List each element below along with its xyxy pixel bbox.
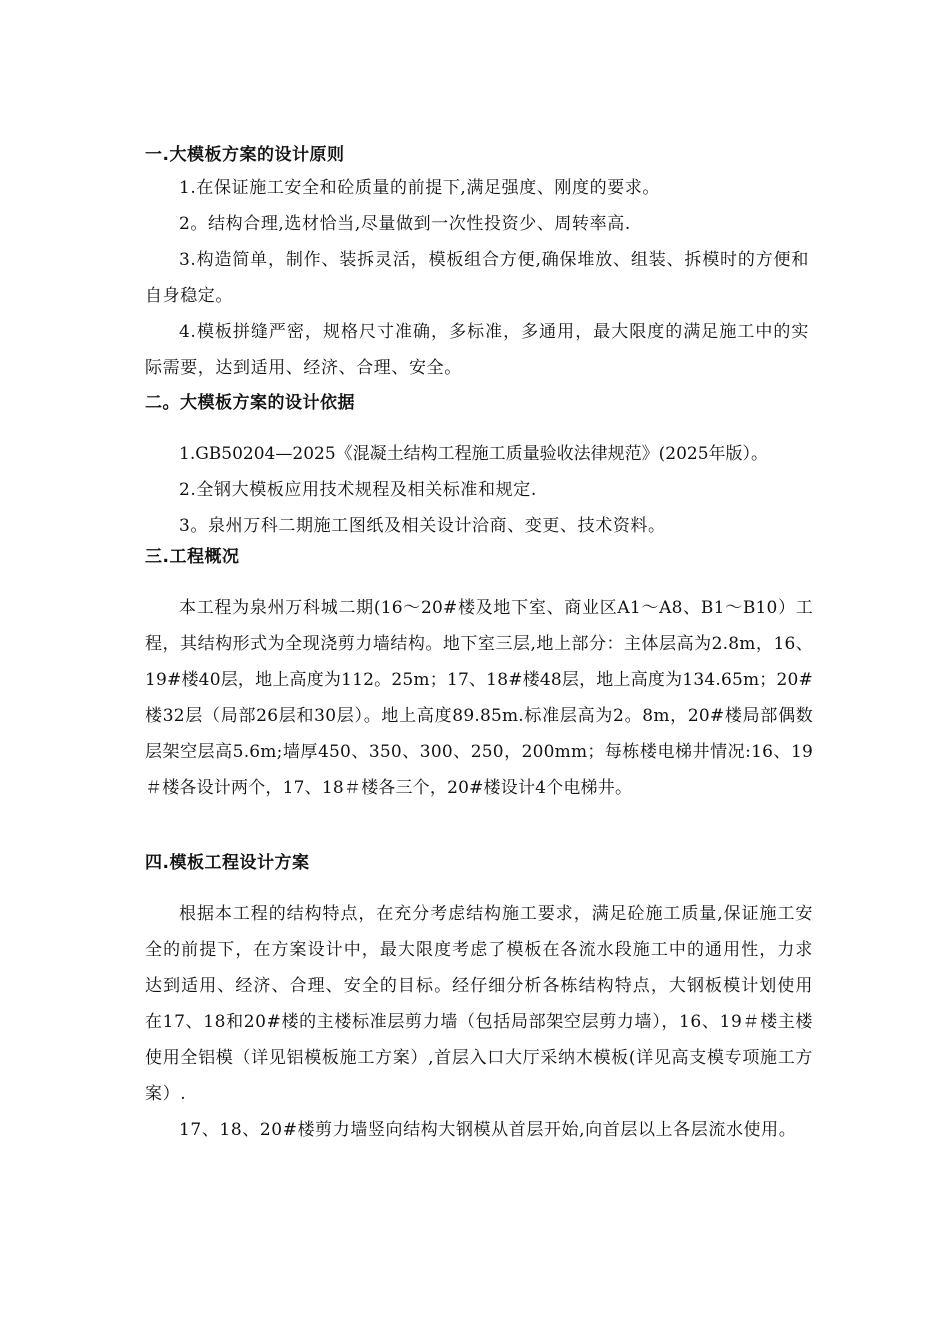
paragraph-text: 2.全钢大模板应用技术规程及相关标准和规定. xyxy=(179,480,537,500)
paragraph-text: 4.模板拼缝严密，规格尺寸准确，多标准，多通用，最大限度的满足施工中的实际需要，达到适用、经济、合理、安全。 xyxy=(145,322,809,378)
paragraph xyxy=(145,508,817,544)
section-design-principles xyxy=(145,142,817,168)
section-design-basis xyxy=(145,390,817,416)
paragraph xyxy=(145,242,809,314)
paragraph-text: 3.构造简单，制作、装拆灵活，模板组合方便,确保堆放、组装、拆模时的方便和自身稳定。 xyxy=(145,250,809,306)
paragraph xyxy=(145,1112,813,1148)
section-heading: 一.大模板方案的设计原则 xyxy=(145,145,345,165)
paragraph-text: 1.GB50204—2025《混凝土结构工程施工质量验收法律规范》(2025年版）。 xyxy=(179,444,769,464)
section-heading: 二。大模板方案的设计依据 xyxy=(145,393,355,413)
section-project-overview xyxy=(145,544,817,570)
paragraph xyxy=(145,436,817,472)
section-heading: 四.模板工程设计方案 xyxy=(145,853,310,873)
paragraph xyxy=(145,206,817,242)
paragraph-text: 3。泉州万科二期施工图纸及相关设计洽商、变更、技术资料。 xyxy=(179,516,666,536)
paragraph xyxy=(145,170,817,206)
section-formwork-design xyxy=(145,850,817,876)
paragraph-text: 根据本工程的结构特点，在充分考虑结构施工要求，满足砼施工质量,保证施工安全的前提下，在方案设计中，最大限度考虑了模板在各流水段施工中的通用性，力求达到适用、经济、合理、安全的目标。经仔细分析各栋结构特点，大钢板模计划使用在17、18和20#楼的主楼标准层剪力墙（包括局部架空层剪力墙），16、19＃楼主楼使用全铝模（详见铝模板施工方案）,首层入口大厅采纳木模板(详见高支模专项施工方案）. xyxy=(145,904,813,1104)
paragraph-text: 1.在保证施工安全和砼质量的前提下,满足强度、刚度的要求。 xyxy=(179,178,661,198)
paragraph xyxy=(145,472,817,508)
paragraph xyxy=(145,896,813,1112)
paragraph xyxy=(145,590,813,806)
paragraph-text: 17、18、20#楼剪力墙竖向结构大钢模从首层开始,向首层以上各层流水使用。 xyxy=(179,1120,797,1140)
paragraph xyxy=(145,314,809,386)
paragraph-text: 本工程为泉州万科城二期(16～20#楼及地下室、商业区A1～A8、B1～B10）工程，其结构形式为全现浇剪力墙结构。地下室三层,地上部分：主体层高为2.8m，16、19#楼40层，地上高度为112。25m；17、18#楼48层，地上高度为134.65m；20#楼32层（局部26层和30层）。地上高度89.85m.标准层高为2。8m，20#楼局部偶数层架空层高5.6m;墙厚450、350、300、250，200mm；每栋楼电梯井情况:16、19＃楼各设计两个，17、18＃楼各三个，20#楼设计4个电梯井。 xyxy=(145,598,813,798)
section-heading: 三.工程概况 xyxy=(145,547,240,567)
paragraph-text: 2。结构合理,选材恰当,尽量做到一次性投资少、周转率高. xyxy=(179,214,631,234)
